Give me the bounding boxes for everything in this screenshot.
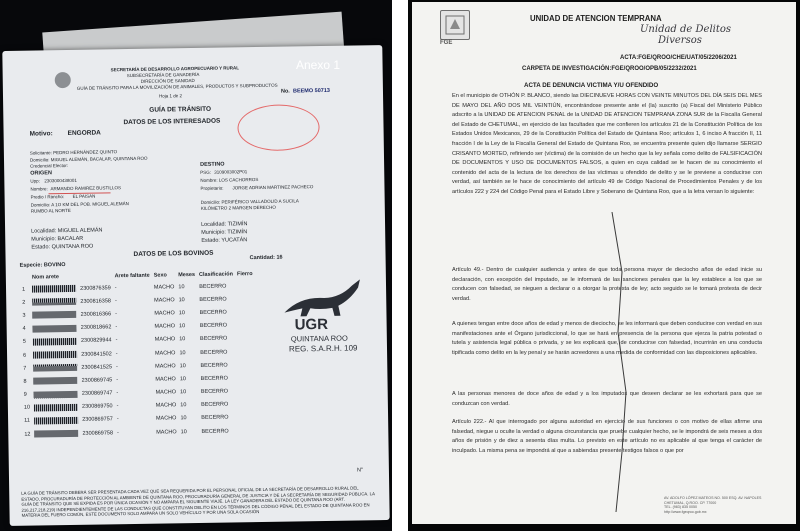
redaction-bar [34, 377, 78, 385]
clasificacion: BECERRO [200, 375, 228, 382]
arete-number: 2300816358 [80, 298, 112, 305]
fierro [236, 371, 256, 384]
fierro [237, 385, 257, 398]
meses: 10 [178, 296, 185, 304]
arete-number: 2300841525 [81, 364, 113, 371]
stamp-line-2: QUINTANA ROO [290, 333, 348, 344]
redacted-id [32, 374, 80, 388]
paragraph-minors: A quienes tengan entre doce años de edad y menos de dieciocho, se les informará que deben conducirse con verdad en sus manifestaciones ante el Órgano jurisdiccional, lo que se hará en presencia de la persona que ejerza la patria potestad o tutela y asistencia legal pública o privada, y se les explicará que, de conducirse con falsedad, incurrirán en una conducta tipificada como delito en la ley penal y se harán acreedores a una medida de conformidad con las disposiciones aplicables. [452, 321, 762, 356]
acta-document [412, 2, 796, 524]
arete-faltante: - [115, 363, 118, 370]
upp-label: Upp: [30, 178, 40, 184]
arete-number: 2300869757 [82, 416, 113, 424]
sexo: MACHO [155, 389, 177, 396]
nombre-label: Nombre: [30, 186, 48, 192]
column-header [78, 271, 113, 282]
row-number: 5 [22, 339, 26, 346]
redacted-id [32, 414, 80, 428]
handwritten-line: Diversos [658, 35, 702, 46]
fierro [236, 319, 256, 332]
annex-label: Anexo 1 [296, 58, 341, 72]
redaction-bar [34, 417, 78, 425]
arete-number: 2300869747 [81, 390, 113, 397]
motivo-value: ENGORDA [67, 129, 101, 137]
office-address [664, 496, 784, 514]
clasificacion: BECERRO [200, 362, 228, 369]
sexo: MACHO [154, 297, 175, 304]
acta-title: ACTA DE DENUNCIA VICTIMA Y/U OFENDIDO [524, 82, 659, 89]
folio-label: No. [280, 88, 290, 95]
municipio-destino: Municipio: TIZIMÍN [201, 229, 248, 236]
column-header: Fierro [236, 271, 253, 278]
sexo: MACHO [155, 363, 176, 370]
redaction-bar [33, 338, 77, 346]
domicilio-origen: Domicilio: A 1O KM DEL POB. MIGUEL ALEMÁN RUMBO AL NORTE [30, 201, 129, 214]
redacted-id [30, 295, 78, 309]
redacted-id [32, 387, 80, 401]
redaction-bar [32, 285, 76, 293]
clasificacion: BECERRO [199, 283, 227, 290]
arete-faltante: - [116, 377, 119, 384]
page-count: Hoja 1 de 2 [158, 93, 183, 99]
domicilio-solicitante: Domicilio: MIGUEL ALEMÁN, BACALAR, QUINTANA ROO [29, 155, 148, 163]
arete-number: 2300841502 [81, 350, 112, 358]
paragraph-intro: En el municipio de OTHÓN P. BLANCO, siendo las DIECINUEVE HORAS CON VEINTE MINUTOS DEL DÍA SEIS DEL MES DE MAYO DEL AÑO DOS MIL VEINTIÚN, encontrándose presente ante el (la) suscrito (a) Fiscal del Ministerio Público adscrito a la UNIDAD DE ATENCION PENAL de la UNIDAD DE ATENCION TEMPRANA ZONA SUR de la Fiscalía General del Estado de CHETUMAL, en ejercicio de las facultades que me confieren los artículos 21 de la Constitución Política de los Estados Unidos Mexicanos, 29 de la Constitución Política del Estado de Quintana Roo; artículos 1, 6 inciso A fracción II, 11 fracción I de la Ley de la Fiscalía General del Estado de Quintana Roo, se encuentra presente quien dijo llamarse SERGIO CRISANTO MORTEO, refiriendo ser (víctima) de la comisión de un hecho que la ley señala como delito de FALSIFICACIÓN DE DOCUMENTOS Y USO DE DOCUMENTOS FALSOS, a quien en cuya calidad se le hacen de su conocimiento el contenido del acta de la lectura de los derechos de las víctimas u ofendido de delito y se le previene a conducirse con verdad, así también se le hace de conocimiento del artículo 49 de Código Nacional de Procedimientos Penales y de los artículos 222 y 224 del Código Penal para el Estado Libre y Soberano de Quintana Roo, que a la letra versan lo siguiente: [452, 93, 762, 195]
signature-stroke [572, 212, 662, 522]
sexo: MACHO [156, 428, 177, 436]
redacted-id [31, 321, 79, 335]
arete-faltante: - [116, 429, 119, 436]
sexo: MACHO [155, 402, 177, 409]
arete-number: 2300869758 [82, 429, 114, 437]
right-photo-acta-denuncia [408, 0, 800, 531]
fierro [236, 345, 256, 358]
arete-faltante: - [116, 403, 119, 410]
paragraph-art49: Artículo 49.- Dentro de cualquier audiencia y antes de que toda persona mayor de dieciocho años de edad inicie su declaración, con excepción del imputado, se le informará de las sanciones penales que la ley establece a los que se conducen con falsedad, se nieguen a declarar o a otorgar la protesta de ley; acto seguido se le tomará protesta de decir verdad. [452, 267, 762, 302]
clasificacion: BECERRO [199, 296, 227, 303]
redaction-bar [33, 311, 77, 319]
meses: 10 [178, 310, 185, 317]
stamp-line-1: UGR [294, 315, 329, 334]
fierro [235, 305, 255, 318]
clasificacion: BECERRO [201, 401, 229, 409]
meses: 10 [178, 323, 186, 330]
fierro [237, 424, 257, 437]
clasificacion: BECERRO [200, 349, 228, 356]
meses: 10 [180, 402, 187, 409]
address-line: AV. ADOLFO LÓPEZ MATEOS NO. 500 ESQ. AV. NAPOLES [664, 496, 762, 500]
redacted-id [31, 361, 79, 375]
arete-faltante: - [114, 284, 117, 291]
destino-nombre: Nombre: LOS CACHORROS [200, 177, 259, 183]
bovinos-table [20, 269, 257, 441]
legal-footer: LA GUÍA DE TRÁNSITO DEBERÁ SER PRESENTADA CADA VEZ QUE SEA REQUERIDA POR EL PERSONAL OFICIAL DE LA SECRETARÍA DE DESARROLLO RURAL DEL ESTADO, PROCURADURÍA DE PROTECCIÓN AL AMBIENTE DE QUINTANA ROO, PROCURADURÍA GENERAL DE JUSTICIA Y DE LA SECRETARÍA DE SEGURIDAD PÚBLICA. LA GUÍA DE TRÁNSITO QUE SE EXPIDA ES POR ÚNICA OCASIÓN Y NO AMPARA EL SIGUIENTE VIAJE. LA LEY GANADERA DEL ESTADO DE QUINTANA ROO (ART. 216,217,218,219) INDEPENDIENTEMENTE DE LAS CONDUCTAS QUE CONSTITUYAN DELITO EN LOS TÉRMINOS DEL CÓDIGO PENAL DEL ESTADO DE QUINTANA ROO EN MATERIA DEL FUERO COMÚN, ESTE DOCUMENTO SOLO AMPARA UN SOLO VEHÍCULO Y POR UNA SOLA OCASIÓN [21, 485, 375, 519]
row-number: 8 [23, 378, 27, 385]
fierro [235, 292, 255, 305]
meses: 10 [180, 415, 187, 422]
meses: 10 [179, 389, 187, 396]
column-header: Sexo [153, 272, 167, 279]
domicilio-destino: Domicilio: PERIFÉRICO VALLADOLID A SUCILA KILÓMETRO 2 MARGEN DERECHO [200, 198, 299, 211]
sexo: MACHO [155, 376, 176, 383]
red-highlight-circle [237, 104, 320, 151]
column-header: Nom arete [31, 274, 59, 281]
row-number: 11 [24, 418, 30, 425]
meses: 10 [179, 336, 186, 343]
sexo: MACHO [154, 349, 176, 357]
redacted-id [30, 282, 78, 296]
redaction-bar [33, 351, 77, 359]
address-line: CHETUMAL, Q.ROO. CP. 77000 [664, 500, 717, 505]
clasificacion: BECERRO [201, 414, 229, 422]
ugr-bull-icon [280, 275, 371, 318]
sexo: MACHO [154, 323, 176, 330]
arete-number: 2300876359 [80, 284, 111, 292]
column-header: Clasificación [198, 271, 234, 278]
fierro [235, 279, 255, 292]
clasificacion: BECERRO [201, 428, 229, 435]
row-number: 3 [22, 312, 26, 319]
handwritten-line: Unidad de Delitos [640, 24, 732, 35]
guia-transito-document [2, 45, 389, 526]
paragraph-under12: A las personas menores de doce años de edad y a los imputados que deseen declarar se les exhortará para que se conduzcan con verdad. [452, 391, 762, 407]
localidad-destino: Localidad: TIZIMÍN [201, 221, 248, 228]
handwritten-note [640, 24, 731, 46]
doc-title: GUÍA DE TRÁNSITO [149, 105, 212, 114]
especie: Especie: BOVINO [19, 262, 66, 269]
header-line: GUÍA DE TRÁNSITO PARA LA MOVILIZACIÓN DE ANIMALES, PRODUCTOS Y SUBPRODUCTOS [76, 82, 278, 91]
clasificacion: BECERRO [199, 335, 228, 343]
column-header [20, 273, 30, 283]
clasificacion: BECERRO [199, 309, 227, 316]
psg-value: 3109003002P01 [214, 169, 248, 175]
redacted-id [31, 348, 79, 362]
origen-heading: ORIGEN [30, 170, 52, 177]
arete-faltante: - [115, 311, 118, 318]
redaction-bar [34, 404, 78, 412]
solicitante: Solicitante: PEDRO HERNÁNDEZ QUINTO [29, 149, 118, 156]
header-line: SECRETARÍA DE DESARROLLO AGROPECUARIO Y RURAL [110, 65, 240, 73]
fge-shield-icon [440, 10, 470, 40]
sexo: MACHO [153, 283, 175, 291]
arete-number: 2300869750 [81, 403, 113, 411]
header-line: SUBSECRETARÍA DE GANADERÍA [126, 71, 200, 79]
clasificacion: BECERRO [200, 388, 229, 396]
row-number: 10 [23, 404, 31, 411]
page-marker: N° [356, 467, 364, 474]
redaction-bar [34, 430, 78, 438]
carpeta-investigacion: CARPETA DE INVESTIGACIÓN:FGE/QROO/OPB/05/2232/2021 [522, 66, 697, 72]
column-header: Meses [178, 272, 196, 279]
sexo: MACHO [154, 310, 175, 317]
motivo-label: Motivo: [29, 130, 53, 138]
destino-heading: DESTINO [200, 161, 225, 168]
section-interesados: DATOS DE LOS INTERESADOS [123, 117, 221, 127]
arete-number: 2300829944 [80, 337, 112, 345]
acta-number: ACTA:FGE/QROO/CHE/UAT/05/2206/2021 [620, 55, 737, 61]
row-number: 9 [23, 391, 27, 398]
fierro [236, 332, 256, 345]
localidad-origen: Localidad: MIGUEL ALEMÁN [31, 227, 103, 235]
row-number: 4 [22, 325, 26, 332]
arete-faltante: - [115, 350, 118, 357]
column-header: Arete faltante [114, 272, 150, 280]
fge-logo-text: FGE [440, 40, 453, 46]
redaction-bar [33, 364, 77, 372]
stamp-line-3: REG. S.A.R.H. 109 [288, 343, 358, 354]
cantidad: Cantidad: 16 [249, 254, 283, 262]
arete-faltante: - [115, 337, 118, 344]
arete-number: 2300818662 [80, 324, 112, 331]
sexo: MACHO [154, 336, 176, 343]
arete-number: 2300869745 [81, 377, 113, 384]
upp-value: 2303000438001 [44, 177, 77, 184]
arete-faltante: - [116, 390, 119, 397]
predio-value: EL PAISAN [72, 193, 96, 199]
section-bovinos: DATOS DE LOS BOVINOS [133, 249, 214, 258]
bovinos-rows [20, 279, 257, 441]
meses: 10 [179, 376, 187, 383]
unit-title: UNIDAD DE ATENCION TEMPRANA [530, 14, 662, 23]
table-row [22, 424, 257, 441]
row-number: 12 [24, 431, 31, 438]
paragraph-art222: Artículo 222.- Al que interrogado por alguna autoridad en ejercicio de sus funciones o con motivo de ellas afirme una falsedad, niegue u oculte la verdad o alguna circunstancia que pruebe cualquier hecho, se le impondrá de seis meses a dos años de prisión y de diez a sesenta días multa. Lo previsto en este artículo no es aplicable al que tenga el carácter de inculpado. La misma pena se impondrá al que a sabiendas presente testigos falsos o que por [452, 419, 762, 454]
arete-number: 2300816366 [80, 311, 112, 318]
header-line: DIRECCIÓN DE SANIDAD [140, 77, 195, 84]
estado-destino: Estado: YUCATÁN [201, 237, 248, 244]
ugr-stamp [276, 275, 373, 354]
arete-faltante: - [116, 416, 119, 423]
propietario-label: Propietario: [200, 185, 224, 191]
redaction-bar [34, 390, 78, 398]
sexo: MACHO [155, 415, 177, 423]
left-photo-guia-transito [0, 0, 392, 531]
redacted-id [30, 308, 78, 322]
estado-origen: Estado: QUINTANA ROO [31, 243, 94, 251]
folio-value: BEEMO 50713 [292, 87, 331, 95]
row-number: 2 [22, 299, 26, 306]
redaction-bar [32, 298, 76, 306]
municipio-origen: Municipio: BACALAR [31, 235, 84, 243]
nombre-value: ARMANDO RAMIREZ BUSTILLOS [50, 185, 122, 192]
redacted-id [32, 427, 80, 441]
redacted-id [31, 335, 79, 349]
address-line: http://www.fgeqroo.gob.mx [664, 509, 707, 514]
redaction-bar [33, 325, 77, 333]
redacted-id [32, 401, 80, 415]
propietario-value: JORGE ADRIAN MARTINEZ PACHECO [232, 184, 314, 191]
credencial: Credencial Elector: [30, 162, 69, 169]
row-number: 1 [21, 286, 26, 293]
state-logo-icon [55, 72, 71, 88]
meses: 10 [178, 283, 185, 290]
fierro [236, 358, 256, 371]
meses: 10 [179, 349, 186, 356]
meses: 10 [180, 428, 187, 435]
arete-faltante: - [114, 298, 117, 305]
clasificacion: BECERRO [199, 322, 228, 330]
row-number: 7 [23, 365, 27, 372]
address-line: TEL. (983) 835 0050 [664, 505, 697, 510]
arete-faltante: - [115, 324, 118, 331]
fierro [237, 411, 257, 424]
predio-label: Predio / Rancho: [30, 194, 65, 200]
row-number: 6 [23, 352, 27, 359]
meses: 10 [179, 362, 186, 369]
psg-label: PSG: [200, 169, 212, 175]
fierro [237, 398, 257, 411]
